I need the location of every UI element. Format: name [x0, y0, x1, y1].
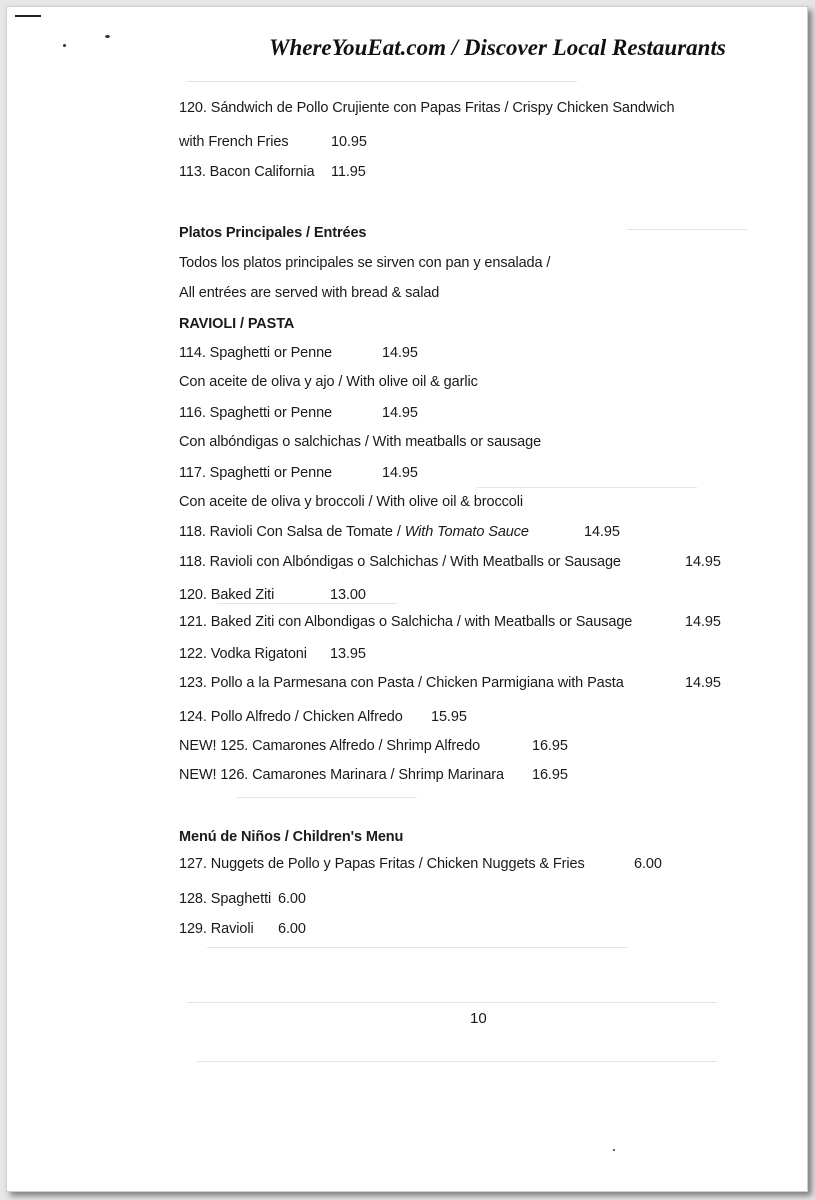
menu-item-price: 14.95 — [685, 554, 721, 570]
menu-item-name: NEW! 126. Camarones Marinara / Shrimp Marinara — [179, 767, 504, 783]
menu-item-price: 14.95 — [685, 675, 721, 691]
menu-item-name: 120. Sándwich de Pollo Crujiente con Papas Fritas / Crispy Chicken Sandwich — [179, 100, 675, 116]
menu-item-name: 113. Bacon California — [179, 164, 315, 180]
menu-item-name: 124. Pollo Alfredo / Chicken Alfredo — [179, 709, 403, 725]
menu-item-name: 118. Ravioli Con Salsa de Tomate / — [179, 524, 405, 540]
menu-item — [179, 405, 418, 421]
menu-item-price: 13.95 — [330, 646, 366, 662]
menu-item-price: 14.95 — [584, 524, 620, 540]
menu-item-price: 14.95 — [382, 345, 418, 361]
scan-speck — [613, 1149, 615, 1151]
menu-item-description: Con aceite de oliva y ajo / With olive oil & garlic — [179, 374, 478, 390]
menu-item-name: 123. Pollo a la Parmesana con Pasta / Chicken Parmigiana with Pasta — [179, 675, 624, 691]
section-heading-entrees: Platos Principales / Entrées — [179, 225, 367, 241]
menu-item — [179, 614, 721, 630]
menu-item — [179, 587, 366, 603]
menu-item-price: 6.00 — [634, 856, 662, 872]
menu-item — [179, 554, 721, 570]
menu-item-price: 16.95 — [532, 767, 568, 783]
menu-item-price: 16.95 — [532, 738, 568, 754]
site-banner: WhereYouEat.com / Discover Local Restaurants — [269, 35, 726, 60]
menu-item — [179, 891, 306, 907]
menu-item-name: 122. Vodka Rigatoni — [179, 646, 307, 662]
scan-speck — [105, 35, 110, 38]
menu-item-name: NEW! 125. Camarones Alfredo / Shrimp Alfredo — [179, 738, 481, 754]
menu-item-name: 127. Nuggets de Pollo y Papas Fritas / Chicken Nuggets & Fries — [179, 856, 585, 872]
menu-item-price: 13.00 — [330, 587, 366, 603]
scan-speck — [63, 44, 66, 47]
menu-page — [6, 6, 808, 1192]
menu-item-name: 116. Spaghetti or Penne — [179, 405, 333, 421]
menu-item-name: 118. Ravioli con Albóndigas o Salchichas / With Meatballs or Sausage — [179, 554, 621, 570]
menu-item — [179, 134, 367, 150]
menu-item-name: 114. Spaghetti or Penne — [179, 345, 333, 361]
menu-item — [179, 164, 366, 180]
subsection-heading-pasta: RAVIOLI / PASTA — [179, 316, 295, 332]
menu-item-price: 6.00 — [278, 891, 306, 907]
menu-item-price: 14.95 — [382, 405, 418, 421]
menu-item — [179, 738, 568, 754]
page-number: 10 — [470, 1010, 487, 1027]
menu-item — [179, 465, 418, 481]
menu-item-price: 15.95 — [431, 709, 467, 725]
menu-item-price: 10.95 — [331, 134, 367, 150]
menu-item-price: 14.95 — [382, 465, 418, 481]
menu-item-price: 6.00 — [278, 921, 306, 937]
menu-item — [179, 675, 721, 691]
menu-item-name: 129. Ravioli — [179, 921, 254, 937]
section-heading-kids: Menú de Niños / Children's Menu — [179, 829, 404, 845]
menu-item — [179, 921, 306, 937]
menu-item-name: 117. Spaghetti or Penne — [179, 465, 333, 481]
menu-item — [179, 646, 366, 662]
menu-item-name: 121. Baked Ziti con Albondigas o Salchicha / with Meatballs or Sausage — [179, 614, 633, 630]
menu-item-name: 128. Spaghetti — [179, 891, 272, 907]
menu-item — [179, 767, 568, 783]
menu-item-description: Con aceite de oliva y broccoli / With olive oil & broccoli — [179, 494, 523, 510]
scan-mark — [15, 15, 41, 17]
menu-item-name: 120. Baked Ziti — [179, 587, 275, 603]
menu-item — [179, 524, 620, 540]
menu-item — [179, 856, 662, 872]
menu-item-price: 14.95 — [685, 614, 721, 630]
menu-item-name-cont: with French Fries — [179, 134, 289, 150]
menu-item-name-italic: With Tomato Sauce — [404, 524, 529, 540]
entrees-note-es: Todos los platos principales se sirven con pan y ensalada / — [179, 255, 551, 271]
menu-item — [179, 709, 467, 725]
menu-item-description: Con albóndigas o salchichas / With meatballs or sausage — [179, 434, 542, 450]
menu-item-price: 11.95 — [331, 164, 366, 180]
menu-item — [179, 345, 418, 361]
entrees-note-en: All entrées are served with bread & salad — [179, 285, 440, 301]
